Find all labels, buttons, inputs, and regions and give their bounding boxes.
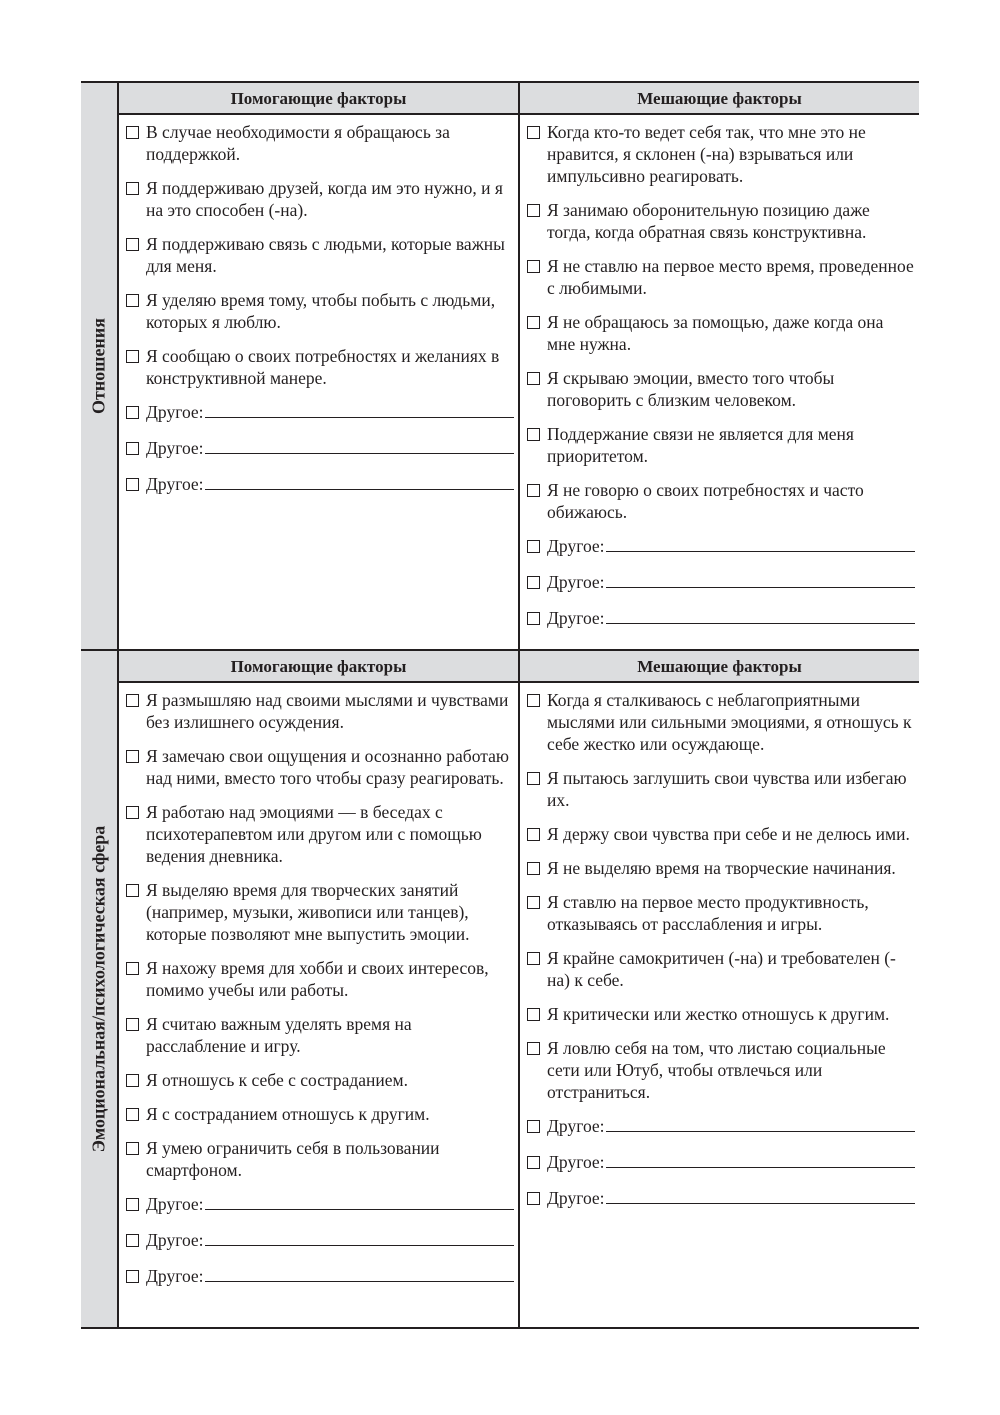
checklist-item[interactable] [126, 745, 514, 789]
checkbox-icon[interactable] [527, 1156, 540, 1169]
section-label: Эмоциональная/психологическая сфера [88, 825, 109, 1153]
other-item[interactable] [527, 571, 915, 593]
other-fill-in-line[interactable] [606, 1115, 915, 1132]
checklist-item[interactable] [527, 367, 915, 411]
checkbox-icon[interactable] [126, 126, 139, 139]
checklist-item-text: В случае необходимости я обращаюсь за поддержкой. [146, 122, 450, 164]
checkbox-icon[interactable] [527, 1192, 540, 1205]
other-fill-in-line[interactable] [205, 473, 514, 490]
other-fill-in-line[interactable] [205, 1265, 514, 1282]
checklist-item[interactable] [527, 857, 915, 879]
checkbox-icon[interactable] [126, 406, 139, 419]
other-item[interactable] [126, 401, 514, 423]
factors-table [81, 81, 919, 1329]
hindering-factors-column [520, 83, 919, 649]
checkbox-icon[interactable] [126, 478, 139, 491]
checkbox-icon[interactable] [126, 1234, 139, 1247]
checklist-item[interactable] [527, 823, 915, 845]
other-item[interactable] [126, 437, 514, 459]
other-fill-in-line[interactable] [606, 1187, 915, 1204]
checklist-item-text: Я ставлю на первое место продуктивность, отказываясь от расслабления и игры. [547, 892, 869, 934]
checklist-item-text: Я отношусь к себе с состраданием. [146, 1070, 408, 1090]
checklist [520, 683, 919, 1229]
other-label: Другое: [146, 474, 204, 494]
other-fill-in-line[interactable] [205, 1229, 514, 1246]
other-label: Другое: [146, 402, 204, 422]
other-item[interactable] [126, 473, 514, 495]
checklist-item-text: Поддержание связи не является для меня приоритетом. [547, 424, 854, 466]
checklist [520, 115, 919, 649]
checkbox-icon[interactable] [527, 428, 540, 441]
other-label: Другое: [146, 1230, 204, 1250]
checkbox-icon[interactable] [126, 806, 139, 819]
other-label: Другое: [547, 536, 605, 556]
checklist-item[interactable] [527, 1037, 915, 1103]
checklist-item-text: Я крайне самокритичен (-на) и требователен (-на) к себе. [547, 948, 896, 990]
checklist-item[interactable] [126, 879, 514, 945]
checklist-item[interactable] [527, 1003, 915, 1025]
other-label: Другое: [146, 1266, 204, 1286]
checkbox-icon[interactable] [126, 182, 139, 195]
checklist-item[interactable] [126, 1137, 514, 1181]
other-item[interactable] [126, 1193, 514, 1215]
other-fill-in-line[interactable] [205, 437, 514, 454]
other-label: Другое: [146, 438, 204, 458]
section-relationships [81, 83, 919, 649]
other-fill-in-line[interactable] [205, 1193, 514, 1210]
checklist-item[interactable] [126, 289, 514, 333]
checkbox-icon[interactable] [126, 1018, 139, 1031]
other-label: Другое: [547, 572, 605, 592]
other-fill-in-line[interactable] [606, 607, 915, 624]
checkbox-icon[interactable] [527, 952, 540, 965]
other-label: Другое: [547, 1116, 605, 1136]
checkbox-icon[interactable] [126, 1074, 139, 1087]
checklist-item-text: Я держу свои чувства при себе и не делюсь ими. [547, 824, 910, 844]
checklist-item-text: Я не выделяю время на творческие начинания. [547, 858, 896, 878]
section-side-label-cell [81, 651, 119, 1327]
helping-factors-column [119, 83, 520, 649]
checklist-item[interactable] [126, 957, 514, 1001]
checklist-item-text: Я критически или жестко отношусь к другим. [547, 1004, 890, 1024]
checklist-item[interactable] [126, 121, 514, 165]
section-emotional [81, 649, 919, 1327]
checklist-item-text: Я скрываю эмоции, вместо того чтобы поговорить с близким человеком. [547, 368, 835, 410]
section-label: Отношения [88, 318, 109, 414]
checklist-item-text: Я с состраданием отношусь к другим. [146, 1104, 430, 1124]
checklist-item[interactable] [527, 423, 915, 467]
checklist-item[interactable] [527, 947, 915, 991]
other-label: Другое: [547, 1152, 605, 1172]
other-label: Другое: [146, 1194, 204, 1214]
checklist-item-text: Когда кто-то ведет себя так, что мне это не нравится, я склонен (-на) взрываться или импульсивно реагировать. [547, 122, 866, 186]
checklist-item-text: Я сообщаю о своих потребностях и желаниях в конструктивной манере. [146, 346, 500, 388]
checklist-item[interactable] [527, 311, 915, 355]
checklist-item[interactable] [126, 689, 514, 733]
checkbox-icon[interactable] [126, 1198, 139, 1211]
checkbox-icon[interactable] [527, 1008, 540, 1021]
checkbox-icon[interactable] [126, 1142, 139, 1155]
checklist-item-text: Я размышляю над своими мыслями и чувствами без излишнего осуждения. [146, 690, 509, 732]
other-fill-in-line[interactable] [205, 401, 514, 418]
other-label: Другое: [547, 1188, 605, 1208]
checkbox-icon[interactable] [126, 1108, 139, 1121]
checklist-item[interactable] [527, 891, 915, 935]
helping-factors-header: Помогающие факторы [119, 651, 518, 683]
checklist-item-text: Когда я сталкиваюсь с неблагоприятными мыслями или сильными эмоциями, я отношусь к себе жестко или осуждающе. [547, 690, 912, 754]
checklist-item[interactable] [126, 1013, 514, 1057]
checklist-item[interactable] [527, 199, 915, 243]
checklist [119, 683, 518, 1307]
checkbox-icon[interactable] [527, 862, 540, 875]
checklist-item-text: Я не ставлю на первое место время, проведенное с любимыми. [547, 256, 914, 298]
checklist-item[interactable] [126, 1069, 514, 1091]
checkbox-icon[interactable] [126, 694, 139, 707]
other-fill-in-line[interactable] [606, 571, 915, 588]
checkbox-icon[interactable] [527, 540, 540, 553]
other-item[interactable] [527, 607, 915, 629]
checklist-item-text: Я выделяю время для творческих занятий (например, музыки, живописи или танцев), которые позволяют мне выпустить эмоции. [146, 880, 470, 944]
checkbox-icon[interactable] [527, 316, 540, 329]
checklist-item[interactable] [126, 801, 514, 867]
section-side-label-cell [81, 83, 119, 649]
other-fill-in-line[interactable] [606, 535, 915, 552]
other-item[interactable] [527, 1151, 915, 1173]
checkbox-icon[interactable] [527, 126, 540, 139]
checklist-item-text: Я поддерживаю друзей, когда им это нужно, и я на это способен (-на). [146, 178, 503, 220]
checkbox-icon[interactable] [527, 484, 540, 497]
checkbox-icon[interactable] [126, 442, 139, 455]
helping-factors-header: Помогающие факторы [119, 83, 518, 115]
checkbox-icon[interactable] [126, 962, 139, 975]
checkbox-icon[interactable] [527, 612, 540, 625]
checkbox-icon[interactable] [527, 772, 540, 785]
checkbox-icon[interactable] [126, 238, 139, 251]
checklist-item[interactable] [527, 255, 915, 299]
checklist-item[interactable] [527, 479, 915, 523]
helping-factors-column [119, 651, 520, 1327]
checklist-item-text: Я не говорю о своих потребностях и часто обижаюсь. [547, 480, 864, 522]
checkbox-icon[interactable] [527, 372, 540, 385]
checklist-item-text: Я уделяю время тому, чтобы побыть с людьми, которых я люблю. [146, 290, 496, 332]
checklist-item[interactable] [126, 233, 514, 277]
checklist-item-text: Я работаю над эмоциями — в беседах с психотерапевтом или другом или с помощью ведения дневника. [146, 802, 482, 866]
checkbox-icon[interactable] [126, 294, 139, 307]
checklist-item-text: Я замечаю свои ощущения и осознанно работаю над ними, вместо того чтобы сразу реагировать. [146, 746, 509, 788]
other-item[interactable] [527, 535, 915, 557]
checklist-item[interactable] [126, 345, 514, 389]
checkbox-icon[interactable] [527, 260, 540, 273]
other-item[interactable] [527, 1115, 915, 1137]
checkbox-icon[interactable] [527, 1120, 540, 1133]
checklist-item[interactable] [126, 177, 514, 221]
checklist-item-text: Я пытаюсь заглушить свои чувства или избегаю их. [547, 768, 907, 810]
checkbox-icon[interactable] [126, 1270, 139, 1283]
other-item[interactable] [527, 1187, 915, 1209]
checkbox-icon[interactable] [527, 694, 540, 707]
other-item[interactable] [126, 1229, 514, 1251]
checkbox-icon[interactable] [527, 204, 540, 217]
checklist-item-text: Я занимаю оборонительную позицию даже тогда, когда обратная связь конструктивна. [547, 200, 870, 242]
checkbox-icon[interactable] [527, 828, 540, 841]
checklist-item[interactable] [527, 767, 915, 811]
checklist-item-text: Я поддерживаю связь с людьми, которые важны для меня. [146, 234, 505, 276]
checklist-item[interactable] [527, 121, 915, 187]
checklist-item-text: Я умею ограничить себя в пользовании смартфоном. [146, 1138, 440, 1180]
checkbox-icon[interactable] [126, 750, 139, 763]
checklist-item[interactable] [527, 689, 915, 755]
checklist [119, 115, 518, 515]
hindering-factors-header: Мешающие факторы [520, 651, 919, 683]
checkbox-icon[interactable] [527, 1042, 540, 1055]
checklist-item-text: Я ловлю себя на том, что листаю социальные сети или Ютуб, чтобы отвлечься или отстраниться. [547, 1038, 886, 1102]
checkbox-icon[interactable] [126, 884, 139, 897]
checkbox-icon[interactable] [527, 576, 540, 589]
checklist-item-text: Я считаю важным уделять время на расслабление и игру. [146, 1014, 412, 1056]
hindering-factors-header: Мешающие факторы [520, 83, 919, 115]
checklist-item-text: Я не обращаюсь за помощью, даже когда она мне нужна. [547, 312, 884, 354]
hindering-factors-column [520, 651, 919, 1327]
checkbox-icon[interactable] [527, 896, 540, 909]
other-item[interactable] [126, 1265, 514, 1287]
other-label: Другое: [547, 608, 605, 628]
checkbox-icon[interactable] [126, 350, 139, 363]
other-fill-in-line[interactable] [606, 1151, 915, 1168]
checklist-item[interactable] [126, 1103, 514, 1125]
checklist-item-text: Я нахожу время для хобби и своих интересов, помимо учебы или работы. [146, 958, 489, 1000]
